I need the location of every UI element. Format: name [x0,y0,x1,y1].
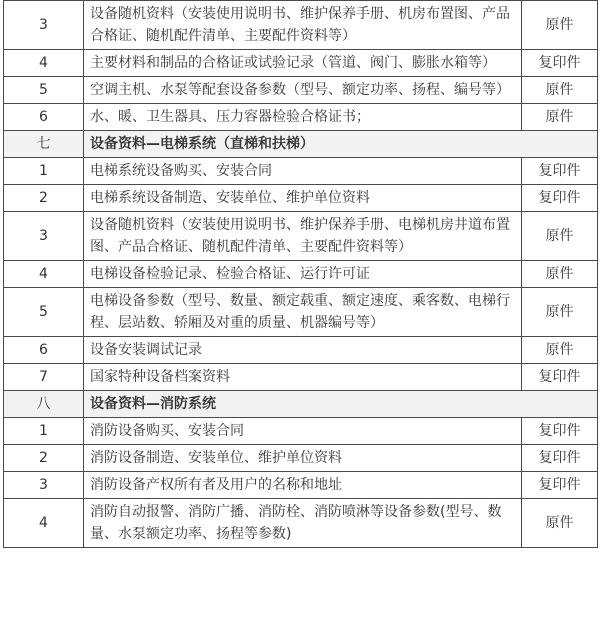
section-number: 八 [4,391,84,418]
table-row [4,445,598,472]
row-description: 消防设备购买、安装合同 [84,418,522,445]
row-description: 国家特种设备档案资料 [84,364,522,391]
section-number: 七 [4,131,84,158]
row-number: 4 [4,261,84,288]
table-row [4,364,598,391]
table-row [4,50,598,77]
row-description: 电梯设备参数（型号、数量、额定载重、额定速度、乘客数、电梯行程、层站数、轿厢及对重的质量、机器编号等） [84,288,522,337]
row-copy-type: 复印件 [522,472,598,499]
row-number: 3 [4,472,84,499]
table-row [4,185,598,212]
row-description: 消防自动报警、消防广播、消防栓、消防喷淋等设备参数(型号、数量、水泵额定功率、扬程等参数) [84,499,522,548]
row-copy-type: 原件 [522,77,598,104]
table-row [4,1,598,50]
row-number: 5 [4,288,84,337]
section-title: 设备资料—消防系统 [84,391,598,418]
row-copy-type: 原件 [522,104,598,131]
row-description: 设备安装调试记录 [84,337,522,364]
row-description: 电梯设备检验记录、检验合格证、运行许可证 [84,261,522,288]
table-row [4,77,598,104]
row-copy-type: 复印件 [522,418,598,445]
row-description: 消防设备产权所有者及用户的名称和地址 [84,472,522,499]
row-number: 3 [4,1,84,50]
row-number: 4 [4,50,84,77]
row-number: 7 [4,364,84,391]
row-number: 6 [4,337,84,364]
row-number: 6 [4,104,84,131]
row-copy-type: 复印件 [522,445,598,472]
row-number: 1 [4,158,84,185]
table-row [4,499,598,548]
materials-table-body [4,1,598,548]
row-copy-type: 原件 [522,288,598,337]
table-row [4,418,598,445]
row-description: 消防设备制造、安装单位、维护单位资料 [84,445,522,472]
row-number: 1 [4,418,84,445]
row-description: 设备随机资料（安装使用说明书、维护保养手册、机房布置图、产品合格证、随机配件清单、主要配件资料等） [84,1,522,50]
table-row [4,472,598,499]
table-row [4,104,598,131]
row-copy-type: 原件 [522,337,598,364]
row-copy-type: 原件 [522,1,598,50]
table-row [4,261,598,288]
row-copy-type: 复印件 [522,364,598,391]
row-copy-type: 原件 [522,212,598,261]
row-description: 设备随机资料（安装使用说明书、维护保养手册、电梯机房井道布置图、产品合格证、随机配件清单、主要配件资料等） [84,212,522,261]
row-description: 水、暖、卫生器具、压力容器检验合格证书； [84,104,522,131]
row-copy-type: 复印件 [522,50,598,77]
row-description: 空调主机、水泵等配套设备参数（型号、额定功率、扬程、编号等） [84,77,522,104]
table-row [4,288,598,337]
row-number: 2 [4,445,84,472]
section-title: 设备资料—电梯系统（直梯和扶梯） [84,131,598,158]
table-row [4,337,598,364]
section-header-row [4,131,598,158]
table-row [4,212,598,261]
row-copy-type: 复印件 [522,158,598,185]
row-description: 电梯系统设备购买、安装合同 [84,158,522,185]
row-copy-type: 原件 [522,499,598,548]
row-number: 4 [4,499,84,548]
row-number: 5 [4,77,84,104]
row-description: 电梯系统设备制造、安装单位、维护单位资料 [84,185,522,212]
table-row [4,158,598,185]
row-copy-type: 复印件 [522,185,598,212]
row-copy-type: 原件 [522,261,598,288]
row-number: 2 [4,185,84,212]
row-description: 主要材料和制品的合格证或试验记录（管道、阀门、膨胀水箱等） [84,50,522,77]
section-header-row [4,391,598,418]
row-number: 3 [4,212,84,261]
materials-table [3,0,598,548]
